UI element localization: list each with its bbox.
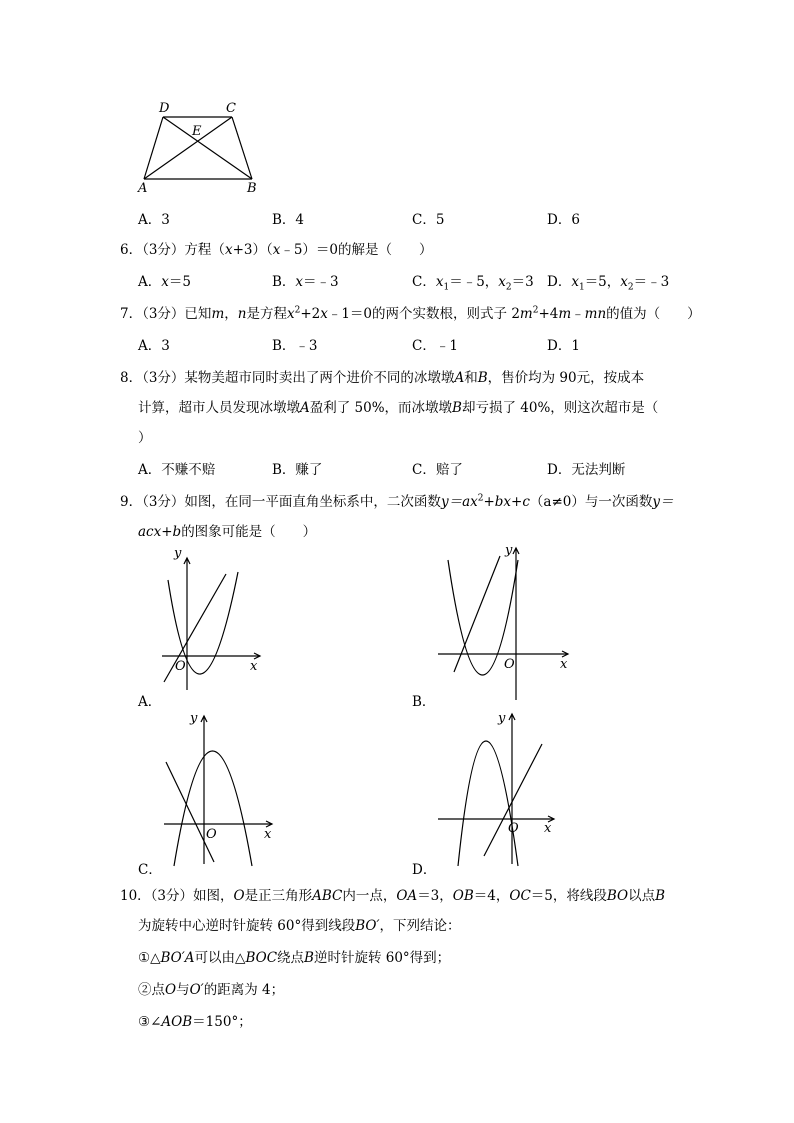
label-B: B	[247, 181, 257, 196]
q10-conclusion-1: ①△BO′A可以由△BOC绕点B逆时针旋转 60°得到；	[138, 950, 451, 966]
q7-option-c: C．﹣1	[412, 338, 458, 354]
q9-stem-line1: 9．（3分）如图，在同一平面直角坐标系中，二次函数$y=ax^2+bx+c(a\ne 0)$与一次函数y＝	[120, 493, 674, 510]
q8-stem-line3: ）	[138, 430, 152, 446]
label-x: x	[544, 821, 552, 836]
q9-graph-a	[160, 542, 270, 692]
q7-option-d: D．1	[547, 338, 580, 354]
q9-option-c: C．	[138, 862, 162, 878]
q6-option-b: B．x＝﹣3	[272, 274, 339, 290]
line	[164, 574, 226, 682]
label-C: C	[226, 101, 236, 116]
q5-option-b: B．4	[272, 212, 305, 228]
q6-option-a: A．x＝5	[138, 274, 191, 290]
label-E: E	[192, 124, 202, 139]
q9-stem-line2: acx+b的图象可能是（ ）	[138, 524, 317, 540]
q5-option-a: A．3	[138, 212, 170, 228]
q7-option-b: B．﹣3	[272, 338, 318, 354]
q7-option-a: A．3	[138, 338, 170, 354]
label-A: A	[138, 181, 148, 196]
q8-option-d: D．无法判断	[547, 462, 626, 478]
label-y: y	[174, 546, 182, 561]
q9-option-a: A．	[138, 694, 162, 710]
label-y: y	[498, 711, 506, 726]
side-DA	[144, 117, 163, 179]
q8-option-c: C．赔了	[412, 462, 463, 478]
q8-option-b: B．赚了	[272, 462, 323, 478]
q8-option-a: A．不赚不赔	[138, 462, 216, 478]
q9-option-b: B．	[412, 694, 436, 710]
label-o: O	[206, 827, 217, 842]
diagonal-DB	[163, 117, 252, 179]
label-y: y	[190, 711, 198, 726]
q10-stem-line1: 10．（3分）如图，O是正三角形ABC内一点，OA＝3，OB＝4，OC＝5，将线段BO以点B	[120, 888, 666, 904]
q10-conclusion-3: ③∠AOB＝150°；	[138, 1014, 252, 1030]
label-x: x	[250, 659, 258, 674]
line	[166, 762, 214, 862]
q9-graph-c	[160, 706, 280, 866]
q7-stem: 7．（3分）已知m，n是方程$x^2+2x﹣1=0$的两个实数根，则式子 $2m^2+4m﹣mn$的值为（ ）	[120, 305, 701, 322]
diagonal-AC	[144, 117, 232, 179]
q5-option-d: D．6	[547, 212, 580, 228]
label-o: O	[508, 821, 519, 836]
q8-stem-line2: 计算，超市人员发现冰墩墩A盈利了 50%，而冰墩墩B却亏损了 40%，则这次超市是（	[138, 400, 659, 416]
q10-stem-line2: 为旋转中心逆时针旋转 60°得到线段BO′，下列结论：	[138, 918, 461, 934]
q5-option-c: C．5	[412, 212, 445, 228]
q9-graph-d	[432, 706, 562, 866]
q6-option-d: D．$x_1=5$，$x_2=﹣3$	[547, 274, 670, 293]
q9-option-d: D．	[412, 862, 437, 878]
q10-conclusion-2: ②点O与O′的距离为 4；	[138, 982, 285, 998]
label-o: O	[504, 657, 515, 672]
q8-stem-line1: 8．（3分）某物美超市同时卖出了两个进价不同的冰墩墩A和B，售价均为 90元，按成本	[120, 370, 645, 386]
parabola	[174, 751, 252, 866]
label-o: O	[175, 659, 186, 674]
side-CB	[232, 117, 252, 179]
line	[484, 744, 542, 856]
q6-option-c: C．$x_1=﹣5$，$x_2=3$	[412, 274, 534, 293]
label-D: D	[159, 101, 170, 116]
label-x: x	[560, 657, 568, 672]
label-y: y	[505, 543, 513, 558]
q6-stem: 6．（3分）方程（x+3）（x﹣5）＝0的解是（ ）	[120, 242, 433, 258]
q9-graph-b	[432, 540, 572, 700]
q5-trapezoid-figure	[130, 95, 270, 195]
label-x: x	[264, 827, 272, 842]
